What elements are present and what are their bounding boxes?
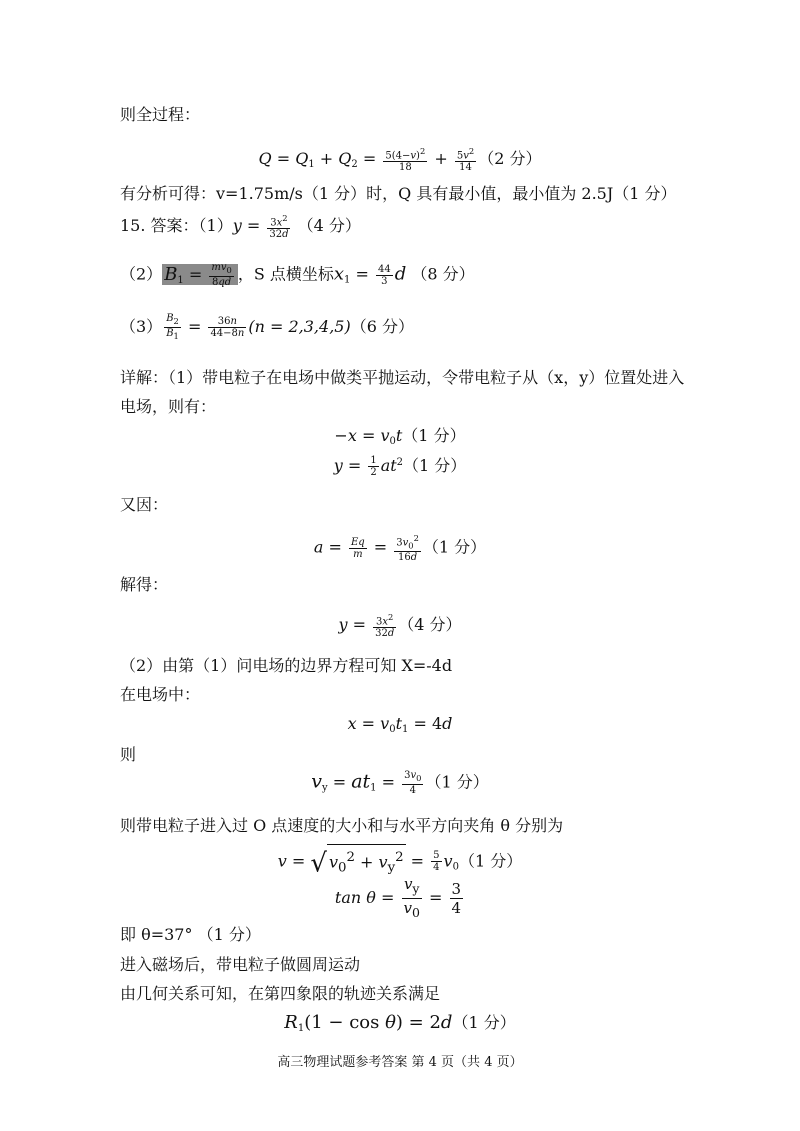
answer-line-3: （3） $\frac{B_2}{B_1}$ = $\frac{36n}{44-8n}$ (n = 2,3,4,5)（6 分） [120,313,414,341]
equation-x: $-x = v_0t(1$ 分） [334,426,466,447]
equation-y: y = $\frac{1}{2}$ $at^2(1$ 分） [333,455,467,478]
equation-r1: $R_1(1 - \cos \theta) = 2d(1$ 分） [284,1012,516,1034]
score-label: （1 分） [422,537,487,557]
equation-a: a = $\frac{Eq}{m}$ = $\frac{3v_0^2}{16d}$ （1 分） [313,533,487,564]
score-label: （6 分） [350,317,414,336]
score-label: （1 分） [425,772,489,792]
equation-vy: $v_y = at_1$ = $\frac{3v_0}{4}$ （1 分） [311,770,489,796]
text-line: 详解：（1）带电粒子在电场中做类平抛运动，令带电粒子从（x，y）位置处进入 [120,368,685,387]
page-footer: 高三物理试题参考答案 第 4 页（共 4 页） [277,1055,523,1070]
text-line: 又因： [120,495,169,514]
score-label: （1 分） [458,851,523,871]
text-line: 解得： [120,575,169,594]
text-line: （2）由第（1）问电场的边界方程可知 X=-4d [120,656,453,675]
highlight-box: $B_1$ = $\frac{mv_0}{8qd}$ [162,264,238,285]
text-line: 即 θ=37° （1 分） [120,925,261,944]
score-label: （2 分） [478,149,542,169]
score-label: （4 分） [398,615,462,635]
score-label: （8 分） [411,264,475,284]
answer-label: 15. 答案：（1） [120,216,233,236]
equation-tan: tan θ = $\frac{v_y}{v_0}$ = $\frac{3}{4}$ [334,875,462,920]
answer-label: （3） [120,317,163,336]
text-line: 电场，则有： [120,397,217,416]
text-line: 则 [120,745,137,764]
equation-fragment: (n = 2,3,4,5) [248,317,351,336]
text-fragment: ，S 点横坐标 [237,264,334,284]
score-label: （4 分） [297,216,361,236]
answer-label: （2） [120,264,163,284]
text-line: 则带电粒子进入过 O 点速度的大小和与水平方向夹角 θ 分别为 [120,816,564,835]
text-line: 在电场中： [120,685,201,704]
answer-line-1: 15. 答案：（1）y = $\frac{3x^2}{32d}$ （4 分） [120,213,361,241]
score-label: （1 分） [403,456,467,475]
equation-v: v = √ $v_0^2 + v_y^2$ = $\frac{5}{4}$ $v_0(1$ 分） [0,844,800,880]
equation-y-result: y = $\frac{3x^2}{32d}$ （4 分） [338,612,462,640]
equation-x-field: $x = v_0t_1 = 4d$ [347,714,453,735]
score-label: （1 分） [402,426,466,445]
text-line: 由几何关系可知，在第四象限的轨迹关系满足 [120,984,441,1003]
equation-q: $Q = Q_1 + Q_2$ = $\frac{5(4-v)^2}{18}$ + $\frac{5v^2}{14}$ （2 分） [258,146,542,174]
score-label: （1 分） [452,1013,516,1032]
text-line: 则全过程： [120,105,201,124]
text-line: 进入磁场后，带电粒子做圆周运动 [120,955,361,974]
text-line: 有分析可得：v=1.75m/s（1 分）时，Q 具有最小值，最小值为 2.5J（1 分） [120,184,677,203]
answer-line-2: （2） $B_1$ = $\frac{mv_0}{8qd}$ ，S 点横坐标$x_1$ = $\frac{44}{3}$ d （8 分） [120,262,475,288]
